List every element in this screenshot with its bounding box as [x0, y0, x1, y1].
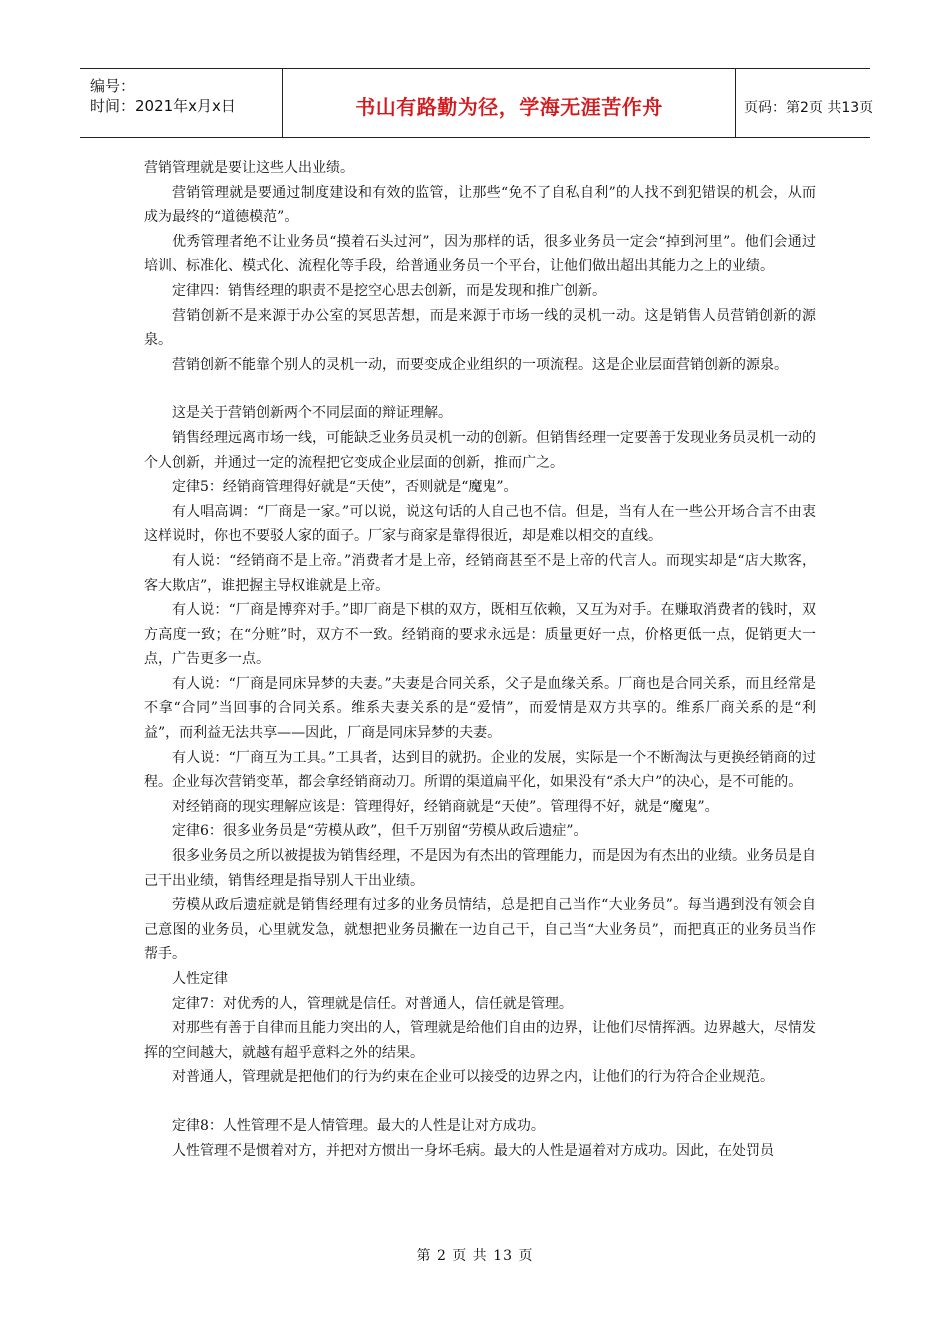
paragraph: 营销创新不是来源于办公室的冥思苦想，而是来源于市场一线的灵机一动。这是销售人员营销创新的源泉。 [144, 307, 816, 349]
section-heading: 定律8：人性管理不是人情管理。最大的人性是让对方成功。 [172, 1117, 545, 1134]
paragraph: 营销管理就是要让这些人出业绩。 [144, 160, 354, 176]
section-heading: 定律四：销售经理的职责不是挖空心思去创新，而是发现和推广创新。 [172, 282, 606, 299]
page-header [80, 68, 874, 138]
page-footer: 第 2 页 共 13 页 [416, 1248, 534, 1264]
section-heading: 定律6：很多业务员是“劳模从政”，但千万别留“劳模从政后遗症”。 [172, 823, 588, 840]
paragraph: 有人说：“厂商是博弈对手。”即厂商是下棋的双方，既相互依赖，又互为对手。在赚取消费者的钱时，双方高度一致；在“分赃”时，双方不一致。经销商的要求永远是：质量更好一点，价格更低一点，促销更大一点，广告更多一点。 [144, 602, 816, 668]
document-number-label: 编号： [90, 77, 136, 95]
paragraph: 对经销商的现实理解应该是：管理得好，经销商就是“天使”。管理得不好，就是“魔鬼”。 [172, 798, 719, 815]
document-time-label: 时间：2021年x月x日 [90, 97, 236, 115]
paragraph: 有人唱高调：“厂商是一家。”可以说，说这句话的人自己也不信。但是，当有人在一些公开场合言不由衷这样说时，你也不要驳人家的面子。厂家与商家是靠得很近，却是难以相交的直线。 [144, 503, 816, 545]
header-page-cell [736, 69, 874, 137]
paragraph: 销售经理远离市场一线，可能缺乏业务员灵机一动的创新。但销售经理一定要善于发现业务员灵机一动的个人创新，并通过一定的流程把它变成企业层面的创新，推而广之。 [144, 429, 816, 471]
section-heading: 定律5：经销商管理得好就是“天使”，否则就是“魔鬼”。 [172, 479, 518, 496]
paragraph: 营销管理就是要通过制度建设和有效的监管，让那些“免不了自私自利”的人找不到犯错误的机会，从而成为最终的“道德模范”。 [144, 184, 816, 226]
header-page-number: 页码：第2页 共13页 [744, 100, 874, 116]
paragraph: 这是关于营销创新两个不同层面的辩证理解。 [172, 405, 452, 422]
chapter-heading: 人性定律 [172, 971, 228, 987]
header-meta-cell [80, 69, 283, 137]
paragraph: 很多业务员之所以被提拔为销售经理，不是因为有杰出的管理能力，而是因为有杰出的业绩。业务员是自己干出业绩，销售经理是指导别人干出业绩。 [144, 848, 816, 889]
paragraph: 人性管理不是惯着对方，并把对方惯出一身坏毛病。最大的人性是逼着对方成功。因此，在处罚员 [172, 1142, 774, 1159]
document-body [144, 156, 816, 1163]
paragraph: 有人说：“厂商是同床异梦的夫妻。”夫妻是合同关系，父子是血缘关系。厂商也是合同关系，而且经常是不拿“合同”当回事的合同关系。维系夫妻关系的是“爱情”，而爱情是双方共享的。维系厂商关系的是“利益”，而利益无法共享——因此，厂商是同床异梦的夫妻。 [144, 675, 816, 742]
paragraph: 营销创新不能靠个别人的灵机一动，而要变成企业组织的一项流程。这是企业层面营销创新的源泉。 [172, 356, 788, 373]
section-heading: 定律7：对优秀的人，管理就是信任。对普通人，信任就是管理。 [172, 995, 573, 1012]
paragraph: 对那些有善于自律而且能力突出的人，管理就是给他们自由的边界，让他们尽情挥洒。边界越大，尽情发挥的空间越大，就越有超乎意料之外的结果。 [144, 1020, 816, 1061]
paragraph: 劳模从政后遗症就是销售经理有过多的业务员情结，总是把自己当作“大业务员”。每当遇到没有领会自己意图的业务员，心里就发急，就想把业务员撇在一边自己干，自己当“大业务员”，而把真正的业务员当作帮手。 [144, 897, 816, 963]
paragraph: 对普通人，管理就是把他们的行为约束在企业可以接受的边界之内，让他们的行为符合企业规范。 [172, 1069, 774, 1086]
header-motto: 书山有路勤为径，学海无涯苦作舟 [355, 95, 663, 119]
paragraph: 有人说：“经销商不是上帝。”消费者才是上帝，经销商甚至不是上帝的代言人。而现实却是“店大欺客，客大欺店”，谁把握主导权谁就是上帝。 [144, 552, 816, 594]
paragraph: 有人说：“厂商互为工具。”工具者，达到目的就扔。企业的发展，实际是一个不断淘汰与更换经销商的过程。企业每次营销变革，都会拿经销商动刀。所谓的渠道扁平化，如果没有“杀大户”的决心，是不可能的。 [144, 749, 816, 791]
paragraph: 优秀管理者绝不让业务员“摸着石头过河”，因为那样的话，很多业务员一定会“掉到河里”。他们会通过培训、标准化、模式化、流程化等手段，给普通业务员一个平台，让他们做出超出其能力之上的业绩。 [144, 233, 816, 275]
header-motto-cell [283, 69, 736, 137]
